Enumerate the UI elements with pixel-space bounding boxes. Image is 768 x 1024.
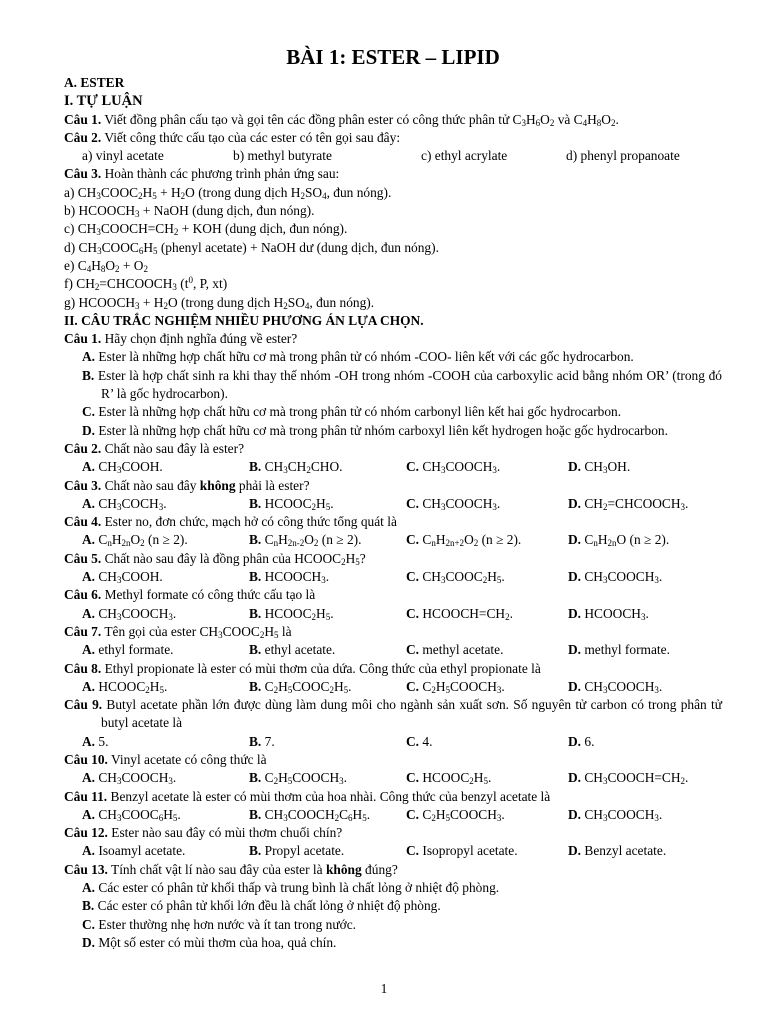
answer-d: D. $HCOOCH_3$. <box>568 605 649 622</box>
answer-row <box>64 806 722 824</box>
section-heading-multiple-choice: II. CÂU TRẮC NGHIỆM NHIỀU PHƯƠNG ÁN LỰA CHỌN. <box>64 312 424 328</box>
reaction-item: a) $CH_3COOC_2H_5 + H_2O$ (trong dung dịch $H_2SO_4$, đun nóng). <box>64 184 392 201</box>
answer-a: A. 5. <box>82 733 109 749</box>
answer-c: C. 4. <box>406 733 433 749</box>
answer-row <box>64 641 722 659</box>
essay-question-2: Câu 2. Viết công thức cấu tạo của các ester có tên gọi sau đây: <box>64 129 401 145</box>
essay-question-2-options <box>64 147 722 165</box>
mc-question-11: Câu 11. Benzyl acetate là ester có mùi thơm của hoa nhài. Công thức của benzyl acetate là <box>64 788 551 804</box>
option: d) phenyl propanoate <box>566 148 680 164</box>
answer-row <box>64 733 722 751</box>
mc-question-13: Câu 13. Tính chất vật lí nào sau đây của ester là không đúng? <box>64 861 398 877</box>
answer-b: B. $CH_3CH_2CHO$. <box>249 459 343 476</box>
option: b) methyl butyrate <box>233 148 332 164</box>
answer-b: B. $HCOOCH_3$. <box>249 569 330 586</box>
answer-d: D. methyl formate. <box>568 642 670 658</box>
answer-b: B. Ester là hợp chất sinh ra khi thay thế nhóm -OH trong nhóm -COOH của carboxylic acid bằng nhóm OR’ (trong đó R’ là gốc hydrocarbon). <box>82 367 722 402</box>
reaction-item: e) $C_4H_8O_2 + O_2$ <box>64 257 148 274</box>
mc-question-2: Câu 2. Chất nào sau đây là ester? <box>64 440 245 456</box>
answer-a: A. $CH_3COOCH_3$. <box>82 770 177 787</box>
answer-c: C. $CH_3COOCH_3$. <box>406 459 501 476</box>
answer-c: C. Isopropyl acetate. <box>406 843 518 859</box>
essay-question-1-text: Viết đồng phân cấu tạo và gọi tên các đồng phân ester có công thức phân tử $C_3H_6O_2$ và $C_4H_8O_2$. <box>104 111 619 128</box>
answer-c: C. $CH_3COOC_2H_5$. <box>406 569 505 586</box>
mc-question-4: Câu 4. Ester no, đơn chức, mạch hở có công thức tổng quát là <box>64 514 397 530</box>
answer-c: C. $HCOOCH=CH_2$. <box>406 605 513 622</box>
answer-c: C. Ester thường nhẹ hơn nước và ít tan trong nước. <box>82 916 356 932</box>
answer-row <box>64 495 722 513</box>
answer-a: A. $CH_3COOH$. <box>82 459 163 476</box>
page-title: BÀI 1: ESTER – LIPID <box>286 45 500 69</box>
answer-b: B. $HCOOC_2H_5$. <box>249 605 334 622</box>
section-heading-essay: I. TỰ LUẬN <box>64 93 143 110</box>
answer-d: D. Một số ester có mùi thơm của hoa, quả chín. <box>82 934 337 950</box>
answer-a: A. $HCOOC_2H_5$. <box>82 678 168 695</box>
answer-a: A. $CH_3COOC_6H_5$. <box>82 806 181 823</box>
mc-question-7: Câu 7. Tên gọi của ester $CH_3COOC_2H_5$ là <box>64 623 292 640</box>
reaction-item: f) $CH_2=CHCOOCH_3$ ($t^0$, P, xt) <box>64 275 228 293</box>
answer-c: C. $C_2H_5COOCH_3$. <box>406 806 505 823</box>
answer-d: D. Benzyl acetate. <box>568 843 667 859</box>
answer-b: B. ethyl acetate. <box>249 642 336 658</box>
answer-a: A. Isoamyl acetate. <box>82 843 186 859</box>
answer-b: B. $C_2H_5COOCH_3$. <box>249 770 347 787</box>
answer-b: B. $C_2H_5COOC_2H_5$. <box>249 678 352 695</box>
answer-d: D. $CH_2=CHCOOCH_3$. <box>568 495 689 512</box>
answer-d: D. $CH_3COOCH_3$. <box>568 678 663 695</box>
answer-row <box>64 458 722 476</box>
mc-question-9: Câu 9. Butyl acetate phần lớn được dùng làm dung môi cho ngành sản xuất sơn. Số nguyên tử carbon có trong phân tử butyl acetate là <box>64 697 722 731</box>
essay-question-3: Câu 3. Hoàn thành các phương trình phản ứng sau: <box>64 166 340 182</box>
reaction-item: g) $HCOOCH_3 + H_2O$ (trong dung dịch $H_2SO_4$, đun nóng). <box>64 294 375 311</box>
answer-b: B. 7. <box>249 733 275 749</box>
answer-a: A. $CH_3COOH$. <box>82 569 163 586</box>
answer-d: D. $CH_3COOCH_3$. <box>568 569 663 586</box>
answer-d: D. $CH_3COOCH_3$. <box>568 806 663 823</box>
answer-c: C. $CH_3COOCH_3$. <box>406 495 501 512</box>
mc-question-8: Câu 8. Ethyl propionate là ester có mùi thơm của dứa. Công thức của ethyl propionate là <box>64 660 541 676</box>
answer-a: A. ethyl formate. <box>82 642 174 658</box>
answer-a: A. Ester là những hợp chất hữu cơ mà trong phân tử có nhóm -COO- liên kết với các gốc hydrocarbon. <box>82 349 634 365</box>
answer-row <box>64 531 722 549</box>
mc-question-12: Câu 12. Ester nào sau đây có mùi thơm chuối chín? <box>64 825 343 841</box>
answer-c: C. Ester là những hợp chất hữu cơ mà trong phân tử có nhóm carbonyl liên kết hai gốc hydrocarbon. <box>82 404 622 420</box>
answer-b: B. Các ester có phân tử khối lớn đều là chất lỏng ở nhiệt độ phòng. <box>82 898 441 914</box>
answer-a: A. Các ester có phân tử khối thấp và trung bình là chất lỏng ở nhiệt độ phòng. <box>82 880 500 896</box>
answer-c: C. $HCOOC_2H_5$. <box>406 770 492 787</box>
answer-row <box>64 568 722 586</box>
answer-b: B. $C_nH_{2n-2}O_2$ (n ≥ 2). <box>249 532 362 549</box>
answer-c: C. methyl acetate. <box>406 642 504 658</box>
mc-question-3: Câu 3. Chất nào sau đây không phải là ester? <box>64 477 310 493</box>
reaction-item: c) $CH_3COOCH=CH_2$ + KOH (dung dịch, đun nóng). <box>64 221 348 238</box>
answer-row <box>64 605 722 623</box>
answer-b: B. $HCOOC_2H_5$. <box>249 495 334 512</box>
mc-question-6: Câu 6. Methyl formate có công thức cấu tạo là <box>64 587 316 603</box>
answer-b: B. $CH_3COOCH_2C_6H_5$. <box>249 806 371 823</box>
option: c) ethyl acrylate <box>421 148 508 164</box>
answer-c: C. $C_2H_5COOCH_3$. <box>406 678 505 695</box>
answer-d: D. 6. <box>568 733 595 749</box>
answer-row <box>64 842 722 860</box>
mc-question-10: Câu 10. Vinyl acetate có công thức là <box>64 751 267 767</box>
mc-question-5: Câu 5. Chất nào sau đây là đồng phân của $HCOOC_2H_5$? <box>64 550 366 567</box>
essay-question-1: Câu 1. Viết đồng phân cấu tạo và gọi tên các đồng phân ester có công thức phân tử $C_3H_6O_2$ và $C_4H_8O_2$. <box>64 111 619 128</box>
answer-row <box>64 769 722 787</box>
answer-d: D. $C_nH_{2n}O$ (n ≥ 2). <box>568 532 670 549</box>
reaction-item: b) $HCOOCH_3$ + NaOH (dung dịch, đun nóng). <box>64 203 315 220</box>
answer-c: C. $C_nH_{2n+2}O_2$ (n ≥ 2). <box>406 532 522 549</box>
answer-row <box>64 678 722 696</box>
answer-a: A. $CH_3COCH_3$. <box>82 495 167 512</box>
answer-d: D. $CH_3OH$. <box>568 459 631 476</box>
answer-d: D. Ester là những hợp chất hữu cơ mà trong phân tử nhóm carboxyl liên kết hydrogen hoặc gốc hydrocarbon. <box>82 422 668 438</box>
option: a) vinyl acetate <box>82 148 164 164</box>
reaction-item: d) $CH_3COOC_6H_5$ (phenyl acetate) + NaOH dư (dung dịch, đun nóng). <box>64 239 439 256</box>
answer-a: A. $CH_3COOCH_3$. <box>82 605 177 622</box>
document-page <box>64 44 722 952</box>
page-number: 1 <box>380 981 388 996</box>
answer-b: B. Propyl acetate. <box>249 843 345 859</box>
answer-d: D. $CH_3COOCH=CH_2$. <box>568 770 689 787</box>
section-heading-ester: A. ESTER <box>64 75 125 90</box>
mc-question-1: Câu 1. Hãy chọn định nghĩa đúng về ester? <box>64 331 298 347</box>
answer-a: A. $C_nH_{2n}O_2$ (n ≥ 2). <box>82 532 188 549</box>
